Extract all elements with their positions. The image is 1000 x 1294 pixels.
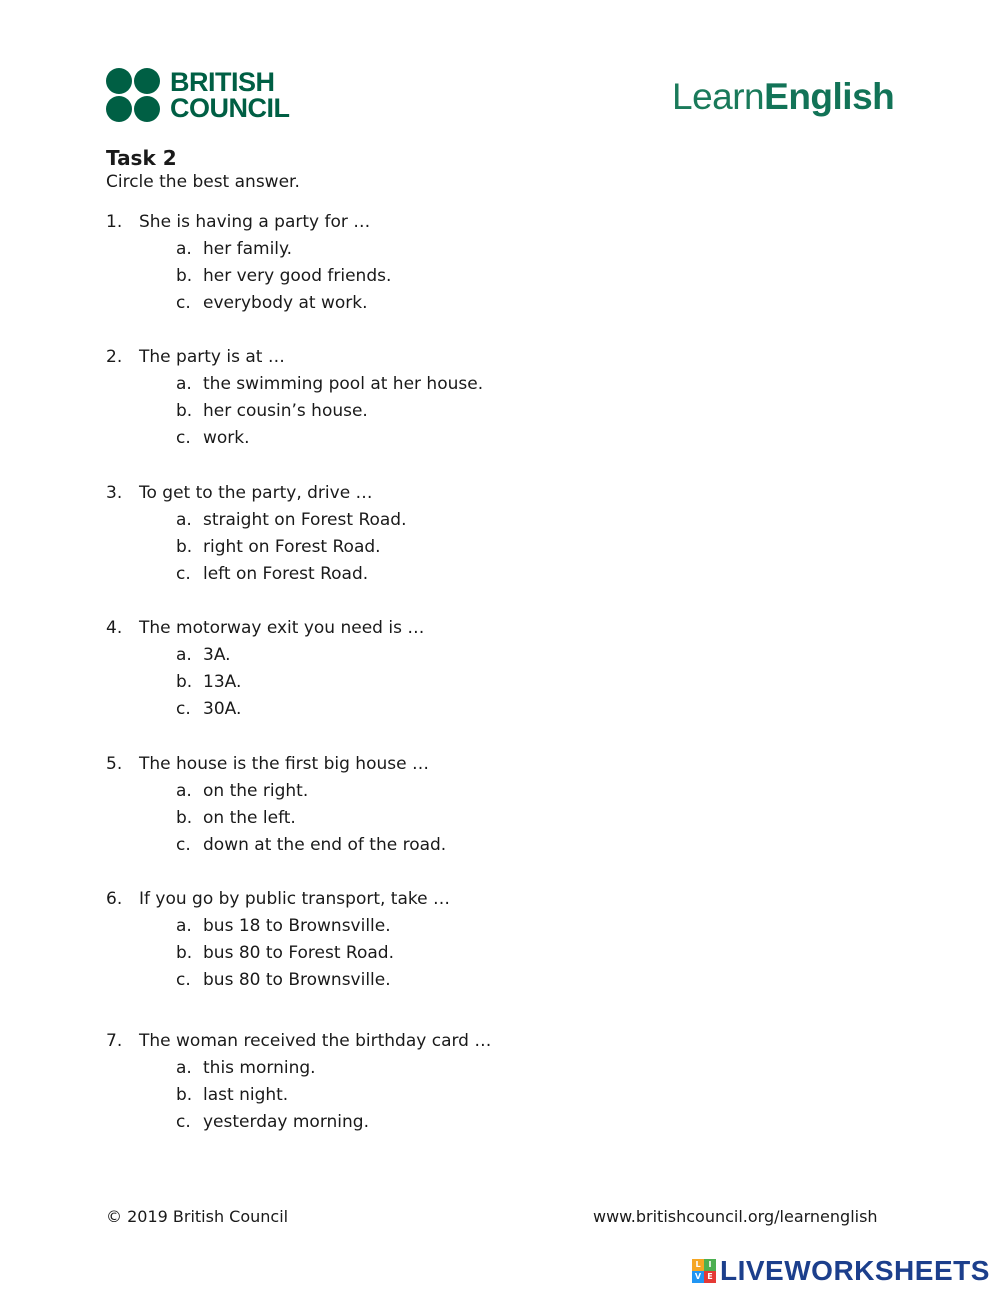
badge-letter: L [692,1259,704,1271]
option-text: this morning. [203,1058,316,1078]
answer-option[interactable] [176,510,407,530]
question-number: 4. [106,618,123,638]
question-stem: She is having a party for … [139,212,371,232]
option-text: on the right. [203,781,309,801]
answer-option[interactable] [176,374,483,394]
option-letter: c. [176,835,191,855]
answer-option[interactable] [176,970,391,990]
option-letter: b. [176,808,193,828]
option-text: left on Forest Road. [203,564,369,584]
option-text: 13A. [203,672,242,692]
option-text: yesterday morning. [203,1112,369,1132]
option-text: the swimming pool at her house. [203,374,484,394]
liveworksheets-wordmark: LIVEWORKSHEETS [720,1255,990,1286]
task-title: Task 2 [106,146,177,170]
option-letter: a. [176,645,192,665]
option-letter: c. [176,564,191,584]
bc-line1: BRITISH [170,67,275,97]
option-letter: c. [176,1112,191,1132]
answer-option[interactable] [176,239,292,259]
question-stem: The house is the first big house … [139,754,429,774]
answer-option[interactable] [176,266,391,286]
answer-option[interactable] [176,916,391,936]
badge-letter: I [704,1259,716,1271]
option-letter: c. [176,699,191,719]
answer-option[interactable] [176,943,394,963]
question-stem: The motorway exit you need is … [139,618,425,638]
option-text: her very good friends. [203,266,392,286]
option-letter: c. [176,428,191,448]
liveworksheets-badge-icon [692,1259,716,1283]
option-letter: b. [176,401,193,421]
option-text: bus 80 to Brownsville. [203,970,391,990]
option-text: last night. [203,1085,289,1105]
option-text: bus 18 to Brownsville. [203,916,391,936]
answer-option[interactable] [176,401,368,421]
option-text: her family. [203,239,293,259]
answer-option[interactable] [176,564,368,584]
question-number: 6. [106,889,123,909]
footer-copyright: © 2019 British Council [106,1207,289,1226]
option-text: on the left. [203,808,296,828]
answer-option[interactable] [176,537,381,557]
british-council-logo [106,67,290,123]
option-text: everybody at work. [203,293,368,313]
answer-option[interactable] [176,1085,288,1105]
answer-option[interactable] [176,645,231,665]
badge-letter: V [692,1271,704,1283]
british-council-wordmark [170,69,290,121]
answer-option[interactable] [176,293,368,313]
question-stem: If you go by public transport, take … [139,889,450,909]
task-instruction: Circle the best answer. [106,172,300,192]
answer-option[interactable] [176,1058,316,1078]
question-number: 3. [106,483,123,503]
option-text: down at the end of the road. [203,835,447,855]
liveworksheets-logo [692,1255,990,1287]
footer-url: www.britishcouncil.org/learnenglish [593,1207,878,1226]
option-text: bus 80 to Forest Road. [203,943,394,963]
option-letter: a. [176,781,192,801]
option-text: her cousin’s house. [203,401,368,421]
badge-letter: E [704,1271,716,1283]
option-letter: c. [176,970,191,990]
question-stem: To get to the party, drive … [139,483,373,503]
bc-line2: COUNCIL [170,93,290,123]
answer-option[interactable] [176,835,446,855]
option-letter: b. [176,266,193,286]
option-letter: a. [176,374,192,394]
answer-option[interactable] [176,808,296,828]
option-letter: b. [176,672,193,692]
option-letter: a. [176,1058,192,1078]
option-text: straight on Forest Road. [203,510,407,530]
question-number: 7. [106,1031,123,1051]
option-letter: a. [176,510,192,530]
option-letter: b. [176,537,193,557]
option-letter: b. [176,943,193,963]
answer-option[interactable] [176,428,250,448]
question-number: 5. [106,754,123,774]
answer-option[interactable] [176,699,241,719]
answer-option[interactable] [176,672,241,692]
question-number: 2. [106,347,123,367]
learnenglish-logo [672,76,894,118]
option-text: right on Forest Road. [203,537,381,557]
answer-option[interactable] [176,781,308,801]
question-stem: The party is at … [139,347,285,367]
le-english: English [764,76,895,117]
british-council-dots-icon [106,68,160,122]
option-letter: a. [176,239,192,259]
question-number: 1. [106,212,123,232]
option-text: 3A. [203,645,231,665]
le-learn: Learn [672,76,765,117]
answer-option[interactable] [176,1112,369,1132]
option-letter: c. [176,293,191,313]
option-text: 30A. [203,699,242,719]
option-letter: b. [176,1085,193,1105]
option-letter: a. [176,916,192,936]
question-stem: The woman received the birthday card … [139,1031,492,1051]
option-text: work. [203,428,250,448]
